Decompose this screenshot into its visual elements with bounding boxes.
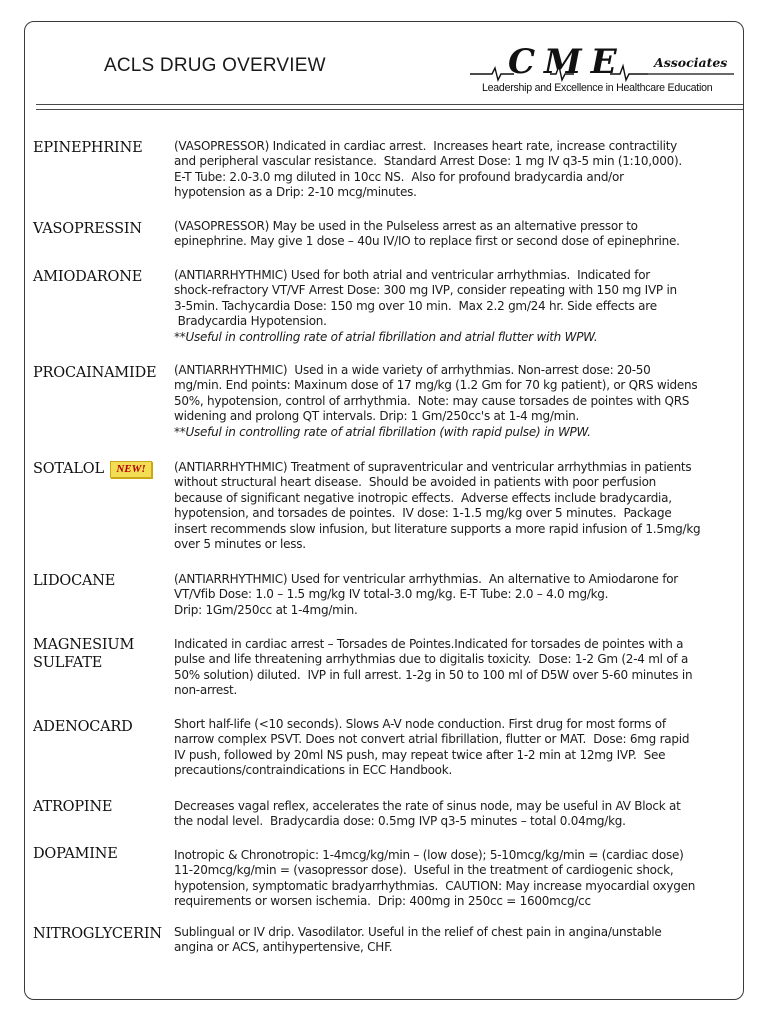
drug-description: [174, 268, 740, 345]
description-line: over 5 minutes or less.: [174, 537, 306, 552]
description-line: 11-20mcg/kg/min = (vasopressor dose). Useful in the treatment of cardiogenic shock,: [174, 863, 674, 878]
description-line: (ANTIARRHYTHMIC) Treatment of supraventricular and ventricular arrhythmias in patients: [174, 460, 692, 474]
drug-name-line: MAGNESIUM: [33, 637, 135, 653]
description-line: Short half-life (<10 seconds). Slows A-V node conduction. First drug for most forms of: [174, 717, 666, 731]
drug-description: [174, 637, 740, 699]
drug-description: [174, 717, 740, 779]
drug-description: [174, 139, 740, 201]
logo-wordmark: CME: [508, 42, 626, 82]
drug-name: [33, 718, 169, 736]
header-rule-top: [36, 104, 743, 105]
drug-name-line: SOTALOL: [33, 461, 104, 477]
drug-name: [33, 220, 169, 238]
description-line: 50% solution) diluted. IVP in full arrest. 1-2g in 50 to 100 ml of D5W over 5-60 minutes in: [174, 667, 693, 682]
description-line: epinephrine. May give 1 dose – 40u IV/IO to replace first or second dose of epinephrine.: [174, 234, 680, 249]
description-line: Indicated in cardiac arrest – Torsades de Pointes.Indicated for torsades de pointes with a: [174, 637, 684, 651]
drug-name-line: AMIODARONE: [33, 269, 143, 285]
drug-name: [33, 925, 169, 943]
description-line: and peripheral vascular resistance. Standard Arrest Dose: 1 mg IV q3-5 min (1:10,000).: [174, 154, 682, 169]
drug-name: [33, 798, 169, 816]
description-line: hypotension, symptomatic bradyarrhythmias. CAUTION: May increase myocardial oxygen: [174, 878, 696, 893]
description-line: 50%, hypotension, control of arrhythmia. Note: may cause torsades de pointes with QRS: [174, 393, 690, 408]
drug-name-line: EPINEPHRINE: [33, 140, 143, 156]
drug-description: [174, 799, 740, 830]
drug-name-line: ATROPINE: [33, 799, 113, 815]
description-line: (VASOPRESSOR) May be used in the Pulseless arrest as an alternative pressor to: [174, 219, 638, 233]
description-line: (ANTIARRHYTHMIC) Used in a wide variety of arrhythmias. Non-arrest dose: 20-50: [174, 363, 651, 377]
description-line: (ANTIARRHYTHMIC) Used for both atrial and ventricular arrhythmias. Indicated for: [174, 268, 650, 282]
description-line: shock-refractory VT/VF Arrest Dose: 300 mg IVP, consider repeating with 150 mg IVP in: [174, 283, 677, 298]
description-line: widening and prolong QT intervals. Drip: 1 Gm/250cc's at 1-4 mg/min.: [174, 409, 580, 424]
description-line: pulse and life threatening arrhythmias due to digitalis toxicity. Dose: 1-2 Gm (2-4 ml of a: [174, 652, 689, 667]
description-line: precautions/contraindications in ECC Handbook.: [174, 763, 453, 778]
header: [0, 0, 768, 112]
new-badge: NEW!: [110, 461, 152, 478]
description-line: narrow complex PSVT. Does not convert atrial fibrillation, flutter or MAT. Dose: 6mg rapid: [174, 732, 690, 747]
drug-name: [33, 268, 169, 286]
drug-description: [174, 848, 740, 910]
logo-associates: Associates: [654, 55, 728, 70]
logo-tagline: Leadership and Excellence in Healthcare Education: [482, 82, 713, 94]
drug-name-line: PROCAINAMIDE: [33, 365, 157, 381]
description-line: requirements or worsen ischemia. Drip: 400mg in 250cc = 1600mcg/cc: [174, 894, 591, 909]
drug-name-line: NITROGLYCERIN: [33, 926, 162, 942]
drug-name: [33, 572, 169, 590]
drug-name-line: VASOPRESSIN: [33, 221, 142, 237]
description-line: 3-5min. Tachycardia Dose: 150 mg over 10 min. Max 2.2 gm/24 hr. Side effects are: [174, 298, 657, 313]
cme-logo: [470, 44, 736, 102]
drug-description: [174, 460, 740, 552]
description-line: because of significant negative inotropic effects. Adverse effects include bradycardia,: [174, 490, 672, 505]
drug-description: [174, 572, 740, 618]
drug-name: [33, 460, 169, 478]
description-line: without structural heart disease. Should be avoided in patients with poor perfusion: [174, 475, 657, 490]
description-line: insert recommends slow infusion, but literature supports a more rapid infusion of 1.5mg/kg: [174, 521, 701, 536]
clinical-note: **Useful in controlling rate of atrial fibrillation and atrial flutter with WPW.: [174, 329, 598, 344]
drug-description: [174, 925, 740, 956]
drug-name-line: LIDOCANE: [33, 573, 116, 589]
description-line: non-arrest.: [174, 683, 238, 698]
description-line: VT/Vfib Dose: 1.0 – 1.5 mg/kg IV total-3.0 mg/kg. E-T Tube: 2.0 – 4.0 mg/kg.: [174, 587, 609, 602]
drug-name: [33, 139, 169, 157]
description-line: (VASOPRESSOR) Indicated in cardiac arrest. Increases heart rate, increase contractility: [174, 139, 677, 153]
drug-name-line: DOPAMINE: [33, 846, 118, 862]
description-line: E-T Tube: 2.0-3.0 mg diluted in 10cc NS. Also for profound bradycardia and/or: [174, 169, 624, 184]
description-line: Inotropic & Chronotropic: 1-4mcg/kg/min – (low dose); 5-10mcg/kg/min = (cardiac dose): [174, 848, 684, 862]
drug-description: [174, 363, 740, 440]
description-line: hypotension, and torsades de pointes. IV dose: 1-1.5 mg/kg over 5 minutes. Package: [174, 506, 672, 521]
description-line: (ANTIARRHYTHMIC) Used for ventricular arrhythmias. An alternative to Amiodarone for: [174, 572, 678, 586]
header-rule-bottom: [36, 109, 743, 110]
drug-name: [33, 845, 169, 863]
description-line: the nodal level. Bradycardia dose: 0.5mg IVP q3-5 minutes – total 0.04mg/kg.: [174, 814, 626, 829]
drug-name: [33, 364, 169, 382]
clinical-note: **Useful in controlling rate of atrial fibrillation (with rapid pulse) in WPW.: [174, 424, 591, 439]
drug-description: [174, 219, 740, 250]
description-line: Sublingual or IV drip. Vasodilator. Useful in the relief of chest pain in angina/unstable: [174, 925, 662, 939]
drug-name-line: SULFATE: [33, 655, 103, 671]
drug-name-line: ADENOCARD: [33, 719, 133, 735]
description-line: mg/min. End points: Maxinum dose of 17 mg/kg (1.2 Gm for 70 kg patient), or QRS widens: [174, 378, 698, 393]
description-line: IV push, followed by 20ml NS push, may repeat twice after 1-2 min at 12mg IVP. See: [174, 747, 666, 762]
description-line: angina or ACS, antihypertensive, CHF.: [174, 940, 393, 955]
page-title: ACLS DRUG OVERVIEW: [104, 55, 326, 76]
description-line: hypotension as a Drip: 2-10 mcg/minutes.: [174, 185, 417, 200]
description-line: Bradycardia Hypotension.: [174, 314, 327, 329]
description-line: Drip: 1Gm/250cc at 1-4mg/min.: [174, 602, 358, 617]
description-line: Decreases vagal reflex, accelerates the rate of sinus node, may be useful in AV Block at: [174, 799, 681, 813]
drug-name: [33, 636, 169, 672]
